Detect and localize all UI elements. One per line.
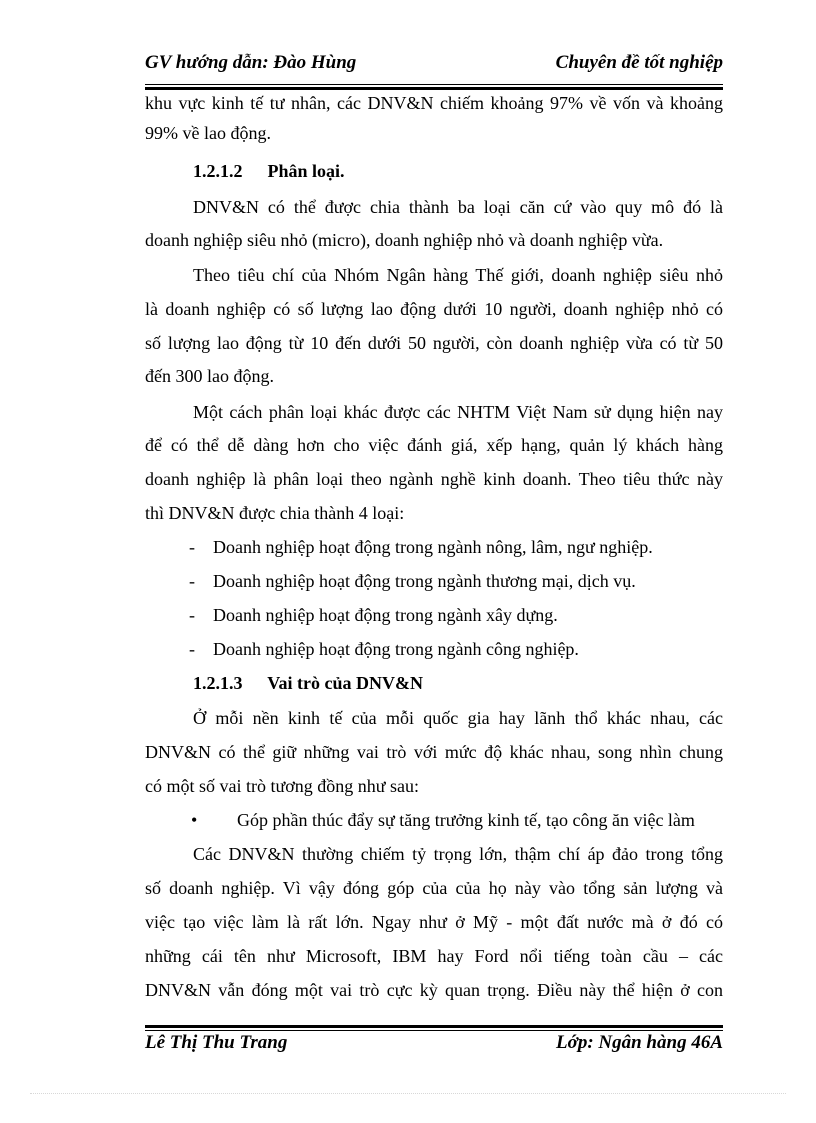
bullet-item: [145, 805, 723, 835]
list-item: [145, 532, 723, 562]
footer-author: Lê Thị Thu Trang: [145, 1032, 288, 1053]
paragraph-line: doanh nghiệp siêu nhỏ (micro), doanh nghiệp nhỏ và doanh nghiệp vừa.: [145, 230, 664, 250]
bullet-item-text: Góp phần thúc đẩy sự tăng trưởng kinh tế, tạo công ăn việc làm: [237, 810, 695, 830]
header-advisor: GV hướng dẫn: Đào Hùng: [145, 52, 357, 73]
paragraph-line: là doanh nghiệp có số lượng lao động dưới 10 người, doanh nghiệp nhỏ có: [145, 299, 723, 319]
header-rule-thin: [145, 84, 723, 85]
footer-rule-thin: [145, 1030, 723, 1031]
paragraph-line: để có thể dễ dàng hơn cho việc đánh giá, xếp hạng, quản lý khách hàng: [145, 435, 723, 455]
paragraph-line: Ở mỗi nền kinh tế của mỗi quốc gia hay lãnh thổ khác nhau, các: [193, 708, 723, 728]
page-footer: [145, 1032, 723, 1062]
paragraph-line: Một cách phân loại khác được các NHTM Việt Nam sử dụng hiện nay: [193, 402, 723, 422]
footer-class: Lớp: Ngân hàng 46A: [556, 1032, 723, 1053]
heading-title: Phân loại.: [267, 161, 345, 181]
list-item-text: Doanh nghiệp hoạt động trong ngành thương mại, dịch vụ.: [213, 571, 636, 591]
paragraph-line: việc tạo việc làm là rất lớn. Ngay như ở Mỹ - một đất nước mà ở đó có: [145, 912, 723, 932]
page-edge-divider: [30, 1093, 786, 1094]
footer-rule-thick: [145, 1025, 723, 1028]
paragraph-line: Các DNV&N thường chiếm tỷ trọng lớn, thậm chí áp đảo trong tổng: [193, 844, 723, 864]
paragraph-line: doanh nghiệp là phân loại theo ngành nghề kinh doanh. Theo tiêu thức này: [145, 469, 723, 489]
paragraph-line: số doanh nghiệp. Vì vậy đóng góp của của họ này vào tổng sản lượng và: [145, 878, 723, 898]
list-item: [145, 600, 723, 630]
section-heading-1-2-1-3: [145, 668, 723, 698]
heading-number: 1.2.1.2: [193, 161, 243, 181]
paragraph-line: những cái tên như Microsoft, IBM hay Ford nổi tiếng toàn cầu – các: [145, 946, 723, 966]
paragraph-line: có một số vai trò tương đồng như sau:: [145, 776, 420, 796]
paragraph-line: thì DNV&N được chia thành 4 loại:: [145, 503, 405, 523]
list-item-text: Doanh nghiệp hoạt động trong ngành nông, lâm, ngư nghiệp.: [213, 537, 653, 557]
heading-title: Vai trò của DNV&N: [267, 673, 424, 693]
paragraph-line: Theo tiêu chí của Nhóm Ngân hàng Thế giới, doanh nghiệp siêu nhỏ: [193, 265, 723, 285]
dash-marker: -: [189, 605, 195, 625]
page-header: [145, 52, 723, 82]
dash-marker: -: [189, 537, 195, 557]
list-item-text: Doanh nghiệp hoạt động trong ngành công nghiệp.: [213, 639, 579, 659]
list-item: [145, 634, 723, 664]
paragraph-line: 99% về lao động.: [145, 123, 271, 143]
dash-marker: -: [189, 639, 195, 659]
paragraph-line: số lượng lao động từ 10 đến dưới 50 người, còn doanh nghiệp vừa có từ 50: [145, 333, 723, 353]
paragraph-line: DNV&N vẫn đóng một vai trò cực kỳ quan trọng. Điều này thể hiện ở con: [145, 980, 723, 1000]
bullet-marker: •: [191, 810, 198, 830]
paragraph-line: DNV&N có thể được chia thành ba loại căn cứ vào quy mô đó là: [193, 197, 723, 217]
paragraph-line: khu vực kinh tế tư nhân, các DNV&N chiếm khoảng 97% về vốn và khoảng: [145, 93, 723, 113]
paragraph-line: DNV&N có thể giữ những vai trò với mức độ khác nhau, song nhìn chung: [145, 742, 723, 762]
dash-marker: -: [189, 571, 195, 591]
section-heading-1-2-1-2: [145, 156, 723, 186]
list-item: [145, 566, 723, 596]
heading-number: 1.2.1.3: [193, 673, 243, 693]
list-item-text: Doanh nghiệp hoạt động trong ngành xây dựng.: [213, 605, 558, 625]
paragraph-line: đến 300 lao động.: [145, 366, 274, 386]
header-doc-type: Chuyên đề tốt nghiệp: [555, 52, 723, 73]
